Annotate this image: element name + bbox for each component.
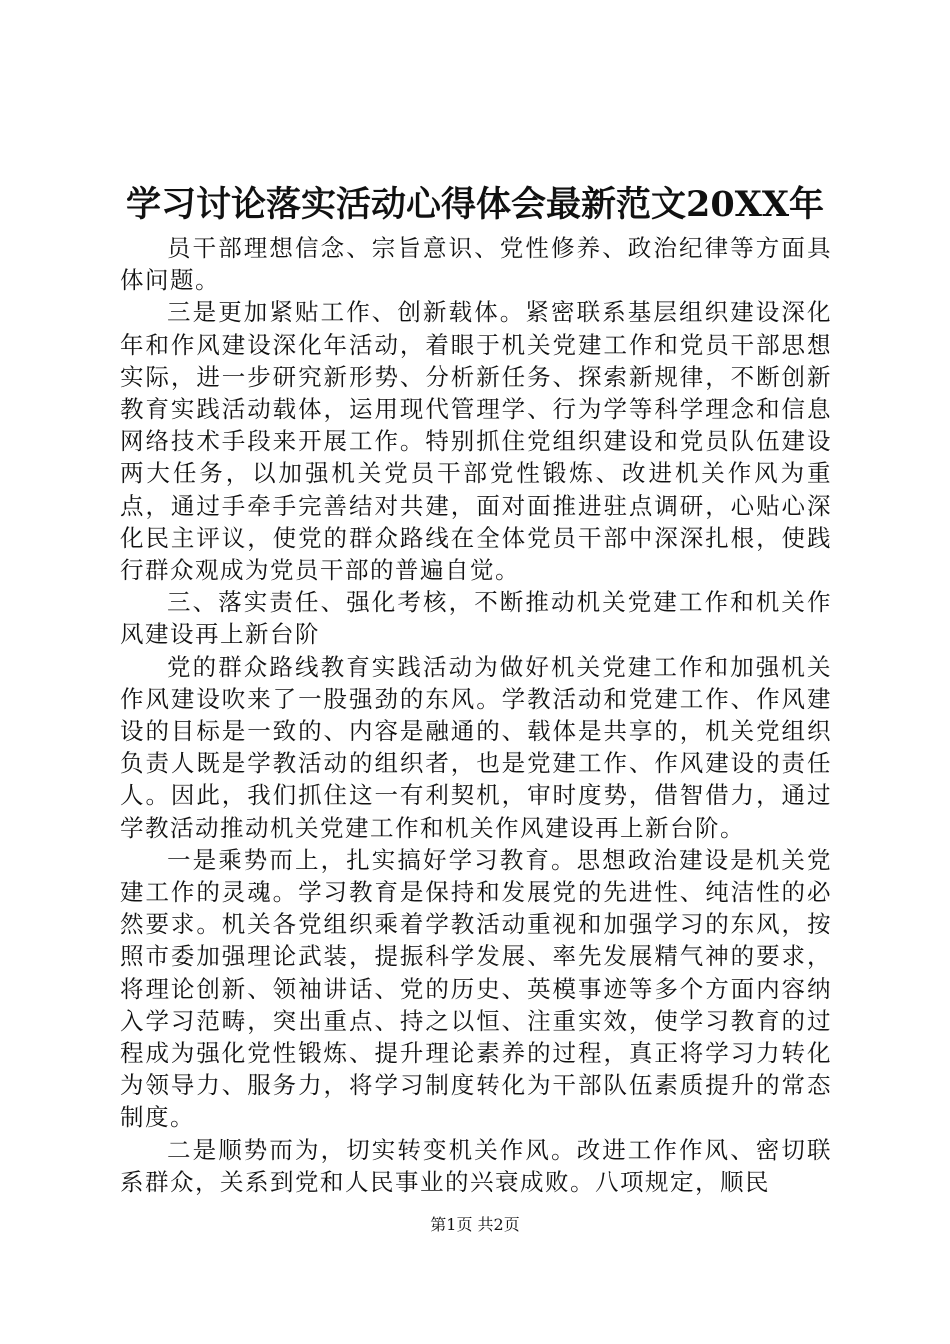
paragraph: 党的群众路线教育实践活动为做好机关党建工作和加强机关作风建设吹来了一股强劲的东风。学教活动和党建工作、作风建设的目标是一致的、内容是融通的、载体是共享的，机关党组织负责人既是学教活动的组织者，也是党建工作、作风建设的责任人。因此，我们抓住这一有利契机，审时度势，借智借力，通过学教活动推动机关党建工作和机关作风建设再上新台阶。 [120, 652, 832, 842]
document-title: 学习讨论落实活动心得体会最新范文20XX年 [125, 184, 825, 225]
document-body [120, 232, 832, 1198]
paragraph: 员干部理想信念、宗旨意识、党性修养、政治纪律等方面具体问题。 [120, 234, 832, 295]
paragraph: 二是顺势而为，切实转变机关作风。改进工作作风、密切联系群众，关系到党和人民事业的兴衰成败。八项规定，顺民 [120, 1135, 832, 1196]
section-heading: 三、落实责任、强化考核，不断推动机关党建工作和机关作风建设再上新台阶 [120, 588, 832, 649]
paragraph: 三是更加紧贴工作、创新载体。紧密联系基层组织建设深化年和作风建设深化年活动，着眼于机关党建工作和党员干部思想实际，进一步研究新形势、分析新任务、探索新规律，不断创新教育实践活动载体，运用现代管理学、行为学等科学理念和信息网络技术手段来开展工作。特别抓住党组织建设和党员队伍建设两大任务，以加强机关党员干部党性锻炼、改进机关作风为重点，通过手牵手完善结对共建，面对面推进驻点调研，心贴心深化民主评议，使党的群众路线在全体党员干部中深深扎根，使践行群众观成为党员干部的普遍自觉。 [120, 298, 832, 585]
paragraph: 一是乘势而上，扎实搞好学习教育。思想政治建设是机关党建工作的灵魂。学习教育是保持和发展党的先进性、纯洁性的必然要求。机关各党组织乘着学教活动重视和加强学习的东风，按照市委加强理论武装，提振科学发展、率先发展精气神的要求，将理论创新、领袖讲话、党的历史、英模事迹等多个方面内容纳入学习范畴，突出重点、持之以恒、注重实效，使学习教育的过程成为强化党性锻炼、提升理论素养的过程，真正将学习力转化为领导力、服务力，将学习制度转化为干部队伍素质提升的常态制度。 [120, 845, 832, 1132]
page-number-footer: 第1页 共2页 [430, 1215, 520, 1234]
